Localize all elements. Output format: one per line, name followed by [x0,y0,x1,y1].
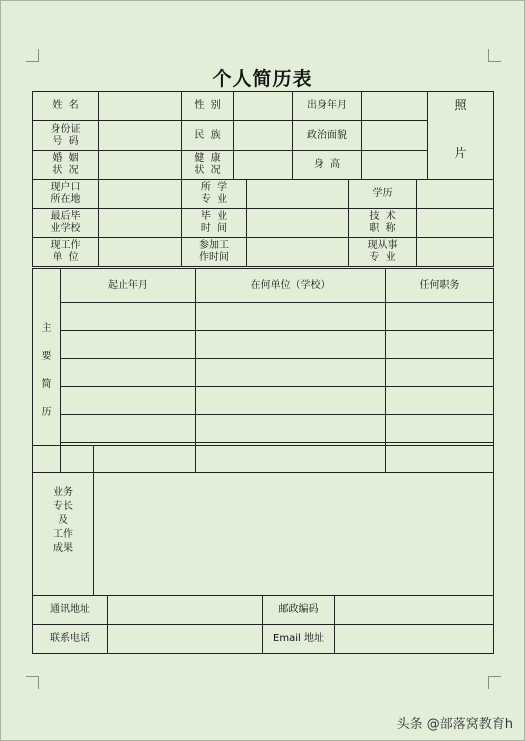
photo-label-top: 照 [454,97,467,112]
basic-info-table [32,91,494,180]
input-current-major[interactable] [417,238,494,267]
label-work-start: 参加工 作时间 [182,238,247,267]
cell-position[interactable] [386,331,494,359]
input-work-start[interactable] [247,238,349,267]
label-gender: 性 别 [182,92,234,121]
photo-label-bottom: 片 [454,145,467,160]
cell-position[interactable] [386,303,494,331]
photo-box[interactable] [428,92,494,180]
label-name: 姓 名 [33,92,99,121]
input-current-unit[interactable] [99,238,182,267]
cell-position[interactable] [386,415,494,443]
label-id-card: 身份证 号 码 [33,121,99,151]
input-gender[interactable] [234,92,293,121]
label-marital: 婚 姻 状 况 [33,151,99,180]
header-period: 起止年月 [61,269,196,303]
cell-position[interactable] [386,387,494,415]
header-unit: 在何单位（学校） [196,269,386,303]
input-major[interactable] [247,180,349,209]
table-row [33,303,494,331]
input-phone[interactable] [108,625,263,654]
input-political[interactable] [362,121,428,151]
input-id-card[interactable] [99,121,182,151]
input-ethnicity[interactable] [234,121,293,151]
cell-unit[interactable] [196,387,386,415]
input-birth[interactable] [362,92,428,121]
label-email: Email 地址 [263,625,335,654]
input-education[interactable] [417,180,494,209]
cell-period[interactable] [61,359,196,387]
cell-period[interactable] [61,331,196,359]
input-last-school[interactable] [99,209,182,238]
label-grad-time: 毕 业 时 间 [182,209,247,238]
table-row [33,331,494,359]
label-hukou: 现户口 所在地 [33,180,99,209]
label-major: 所 学 专 业 [182,180,247,209]
contact-table [32,595,494,654]
page-title: 个人简历表 [212,68,313,90]
input-address[interactable] [108,596,263,625]
label-height: 身 高 [293,151,362,180]
label-health: 健 康 状 况 [182,151,234,180]
header-position: 任何职务 [386,269,494,303]
label-phone: 联系电话 [33,625,108,654]
input-health[interactable] [234,151,293,180]
table-row [33,387,494,415]
input-email[interactable] [335,625,494,654]
watermark: 头条 @部落窝教育h [396,717,513,732]
input-marital[interactable] [99,151,182,180]
cell-period[interactable] [61,303,196,331]
input-grad-time[interactable] [247,209,349,238]
label-title-rank: 技 术 职 称 [349,209,417,238]
label-last-school: 最后毕 业学校 [33,209,99,238]
table-row [33,359,494,387]
cell-unit[interactable] [196,415,386,443]
expertise-table [32,445,494,596]
input-height[interactable] [362,151,428,180]
input-name[interactable] [99,92,182,121]
cell-unit[interactable] [196,359,386,387]
cell-period[interactable] [61,415,196,443]
label-education: 学历 [349,180,417,209]
corner-mark-bottom-left [26,676,39,689]
label-current-unit: 现工作 单 位 [33,238,99,267]
input-hukou[interactable] [99,180,182,209]
label-address: 通讯地址 [33,596,108,625]
input-title-rank[interactable] [417,209,494,238]
cell-position[interactable] [386,359,494,387]
input-expertise[interactable] [94,446,494,596]
table-row [33,415,494,443]
corner-mark-top-left [26,49,39,62]
resume-history-table [32,268,494,473]
corner-mark-bottom-right [488,676,501,689]
cell-period[interactable] [61,387,196,415]
cell-unit[interactable] [196,331,386,359]
label-ethnicity: 民 族 [182,121,234,151]
cell-unit[interactable] [196,303,386,331]
resume-side-label: 主 要 简 历 [33,269,61,473]
label-political: 政治面貌 [293,121,362,151]
education-work-table [32,179,494,267]
corner-mark-top-right [488,49,501,62]
input-postcode[interactable] [335,596,494,625]
label-postcode: 邮政编码 [263,596,335,625]
label-current-major: 现从事 专 业 [349,238,417,267]
label-birth: 出身年月 [293,92,362,121]
label-expertise: 业务 专长 及 工作 成果 [33,446,94,596]
